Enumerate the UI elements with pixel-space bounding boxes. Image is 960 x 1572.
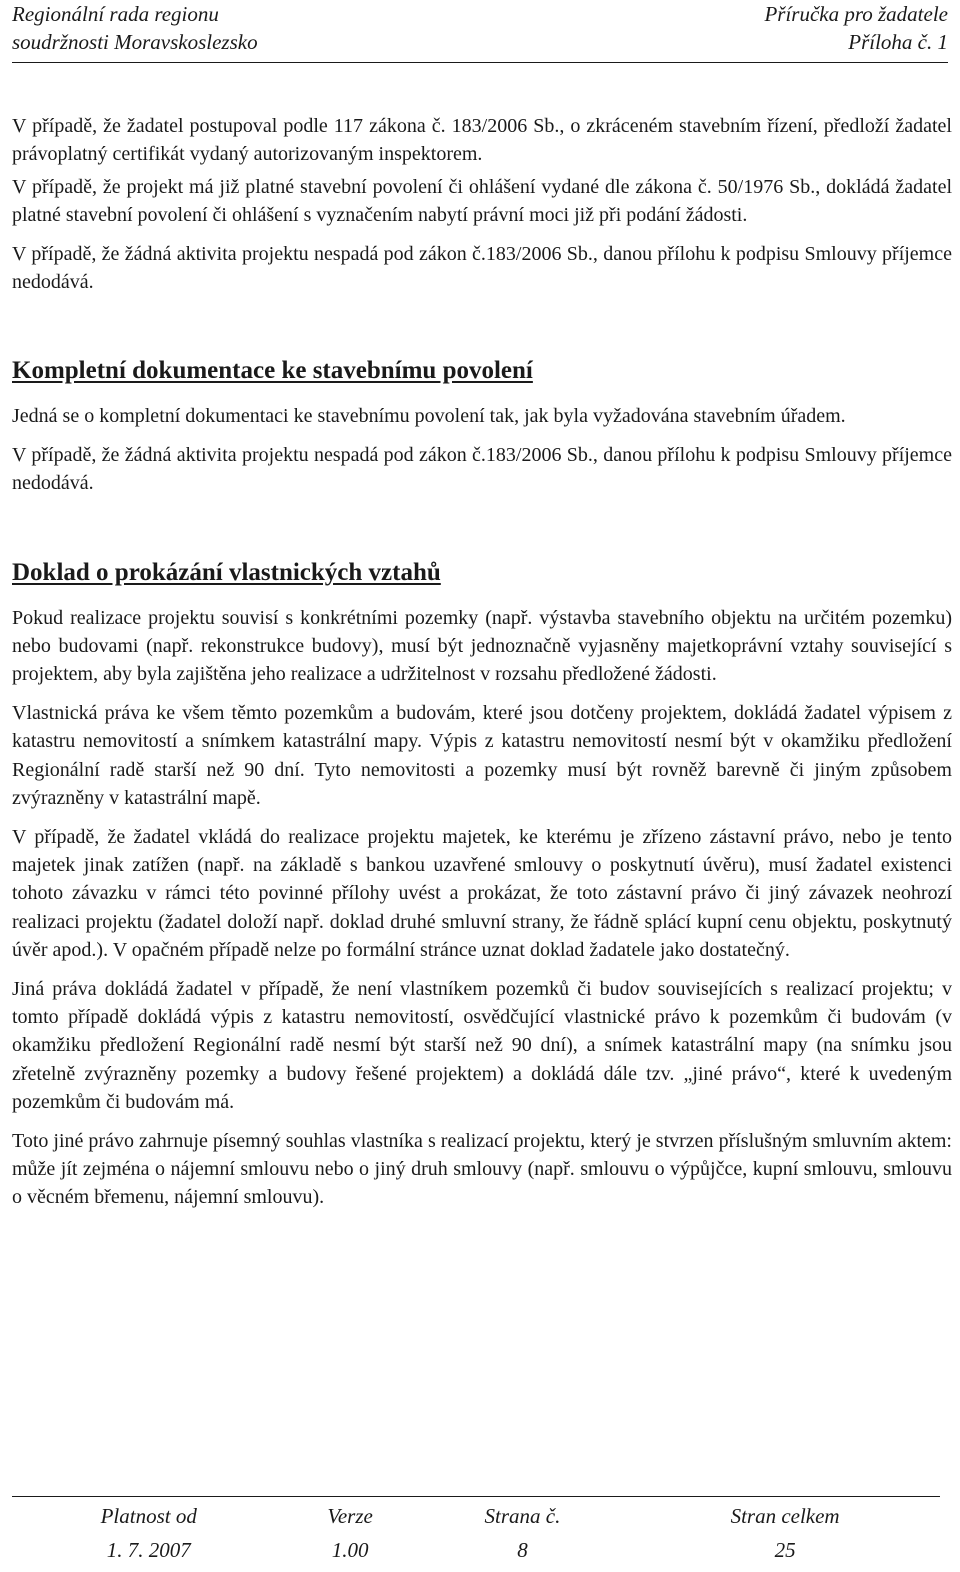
paragraph-certificate: V případě, že žadatel postupoval podle 117 zákona č. 183/2006 Sb., o zkráceném stavebním řízení, předloží žadatel právoplatný certifikát vydaný autorizovaným inspektorem. xyxy=(12,115,952,166)
page-footer xyxy=(0,1496,960,1572)
footer-value-page-number: 8 xyxy=(517,1537,528,1562)
paragraph-not-applicable: V případě, že žádná aktivita projektu nespadá pod zákon č.183/2006 Sb., danou přílohu k podpisu Smlouvy příjemce nedodává. xyxy=(12,242,952,294)
paragraph-ownership-rights: Vlastnická práva ke všem těmto pozemkům a budovám, které jsou dotčeny projektem, dokládá žadatel výpisem z katastru nemovitostí a snímkem katastrální mapy. Výpis z katastru nemovitostí nesmí být v okamžiku předložení Regionální radě starší než 90 dní. Tyto nemovitosti a pozemky musí být rovněž barevně či jiným způsobem zvýrazněny v katastrální mapě. xyxy=(12,701,952,810)
footer-labels-row xyxy=(12,1497,940,1534)
paragraph-other-rights-contract: Toto jiné právo zahrnuje písemný souhlas vlastníka s realizací projektu, který je stvrzen příslušným smluvním aktem: může jít zejména o nájemní smlouvu nebo o jiný druh smlouvy (např. smlouvu o výpůjčce, kupní smlouvu, smlouvu o věcném břemenu, nájemní smlouvu). xyxy=(12,1129,952,1209)
attachment-number: Příloha č. 1 xyxy=(848,30,948,54)
section-heading-ownership: Doklad o prokázání vlastnických vztahů xyxy=(12,558,441,586)
footer-value-valid-from: 1. 7. 2007 xyxy=(106,1537,191,1562)
page-header xyxy=(12,0,948,62)
paragraph-documentation-not-applicable: V případě, že žádná aktivita projektu nespadá pod zákon č.183/2006 Sb., danou přílohu k podpisu Smlouvy příjemce nedodává. xyxy=(12,443,952,495)
footer-label-valid-from: Platnost od xyxy=(12,1497,285,1534)
paragraph-ownership-intro: Pokud realizace projektu souvisí s konkrétními pozemky (např. výstavba stavebního objektu na určitém pozemku) nebo budovami (např. rekonstrukce budovy), musí být jednoznačně vyjasněny majetkoprávní vztahy související s projektem, aby byla zajištěna jeho realizace a udržitelnost v rozsahu předložené žádosti. xyxy=(12,606,952,686)
organization-line-1: Regionální rada regionu xyxy=(12,2,219,26)
footer-label-version: Verze xyxy=(285,1497,414,1534)
footer-value-version: 1.00 xyxy=(331,1537,369,1562)
section-heading-documentation: Kompletní dokumentace ke stavebnímu povolení xyxy=(12,357,533,385)
document-title: Příručka pro žadatele xyxy=(764,2,948,26)
footer-label-page-number: Strana č. xyxy=(415,1497,630,1534)
document-name xyxy=(764,0,948,56)
footer-label-total-pages: Stran celkem xyxy=(630,1497,940,1534)
paragraph-other-rights: Jiná práva dokládá žadatel v případě, že není vlastníkem pozemků či budov souvisejících s realizací projektu; v tomto případě dokládá výpis z katastru nemovitostí, osvědčující vlastnické právo k pozemkům či budovám (v okamžiku předložení Regionální radě nesmí být starší než 90 dní), a snímek katastrální mapy (na snímku jsou zřetelně zvýrazněny pozemky a budovy řešené projektem) a dokládá dále tzv. „jiné právo“, které k uvedeným pozemkům či budovám má. xyxy=(12,977,952,1114)
paragraph-existing-permit: V případě, že projekt má již platné stavební povolení či ohlášení vydané dle zákona č. 50/1976 Sb., dokládá žadatel platné stavební povolení či ohlášení s vyznačením nabytí právní moci již při podání žádosti. xyxy=(12,175,952,227)
footer-value-total-pages: 25 xyxy=(774,1537,796,1562)
header-divider xyxy=(12,62,948,63)
paragraph-lien: V případě, že žadatel vkládá do realizace projektu majetek, ke kterému je zřízeno zástavní právo, nebo je tento majetek jinak zatížen (např. na základě s bankou uzavřené smlouvy o poskytnutí úvěru), musí žadatel existenci tohoto závazku v rámci této povinné přílohy uvést a prokázat, že toto zástavní právo či jiný závazek neohrozí realizaci projektu (žadatel doloží např. doklad druhé smluvní strany, že řádně splácí kupní cenu objektu, poskytnutý úvěr apod.). V opačném případě nelze po formální stránce uznat doklad žadatele jako dostatečný. xyxy=(12,825,952,962)
organization-name xyxy=(12,0,258,56)
footer-values-row xyxy=(12,1533,940,1567)
page-content xyxy=(12,112,952,1222)
organization-line-2: soudržnosti Moravskoslezsko xyxy=(12,30,258,54)
paragraph-documentation: Jedná se o kompletní dokumentaci ke stavebnímu povolení tak, jak byla vyžadována stavebním úřadem. xyxy=(12,405,846,428)
footer-table xyxy=(12,1496,940,1567)
